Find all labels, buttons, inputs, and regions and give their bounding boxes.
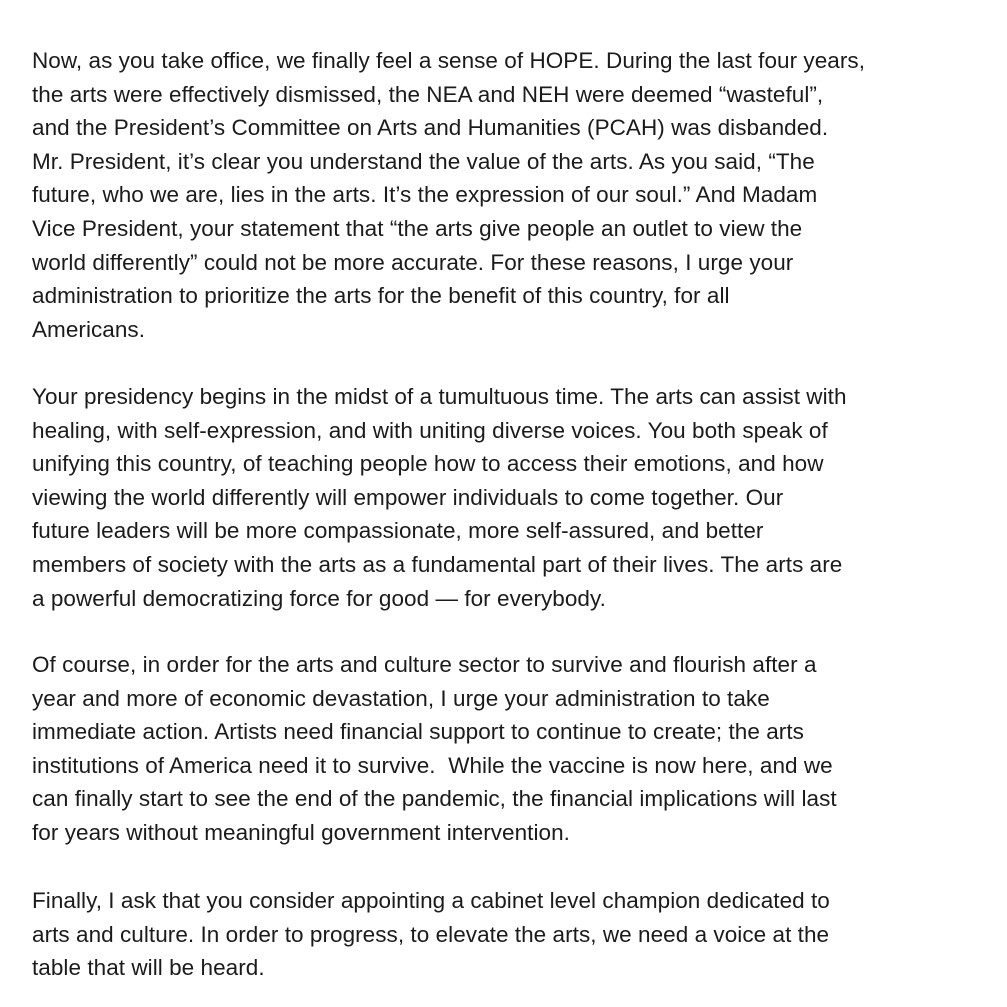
text-line: for years without meaningful government intervention.	[32, 819, 570, 845]
text-line: unifying this country, of teaching people how to access their emotions, and how	[32, 451, 824, 477]
paragraph-hope	[32, 44, 865, 346]
text-line: Vice President, your statement that “the arts give people an outlet to view the	[32, 215, 803, 241]
paragraph-presidency	[32, 380, 847, 615]
text-line: and the President’s Committee on Arts and Humanities (PCAH) was disbanded.	[32, 115, 829, 141]
paragraph-cabinet-champion	[32, 884, 830, 985]
text-line: Mr. President, it’s clear you understand the value of the arts. As you said, “The	[32, 148, 815, 174]
text-line: members of society with the arts as a fundamental part of their lives. The arts are	[32, 551, 843, 577]
text-line: Finally, I ask that you consider appointing a cabinet level champion dedicated to	[32, 888, 830, 913]
text-line: administration to prioritize the arts for the benefit of this country, for all	[32, 283, 730, 309]
text-line: healing, with self-expression, and with uniting diverse voices. You both speak of	[32, 417, 828, 443]
text-line: Now, as you take office, we finally feel a sense of HOPE. During the last four years,	[32, 48, 865, 73]
text-line: a powerful democratizing force for good — for everybody.	[32, 585, 606, 611]
text-line: world differently” could not be more accurate. For these reasons, I urge your	[32, 249, 794, 275]
text-line: the arts were effectively dismissed, the NEA and NEH were deemed “wasteful”,	[32, 81, 824, 107]
text-line: Of course, in order for the arts and culture sector to survive and flourish after a	[32, 652, 817, 677]
text-line: table that will be heard.	[32, 955, 265, 981]
text-line: institutions of America need it to survive. While the vaccine is now here, and we	[32, 752, 833, 778]
text-line: Your presidency begins in the midst of a tumultuous time. The arts can assist with	[32, 384, 847, 409]
text-line: arts and culture. In order to progress, to elevate the arts, we need a voice at the	[32, 921, 830, 947]
text-line: future leaders will be more compassionate, more self-assured, and better	[32, 518, 764, 544]
text-line: future, who we are, lies in the arts. It’s the expression of our soul.” And Madam	[32, 182, 818, 208]
text-line: year and more of economic devastation, I urge your administration to take	[32, 685, 770, 711]
text-line: Americans.	[32, 316, 146, 342]
paragraph-economic-support	[32, 648, 837, 850]
text-line: can finally start to see the end of the pandemic, the financial implications will last	[32, 786, 837, 812]
text-line: immediate action. Artists need financial support to continue to create; the arts	[32, 719, 804, 745]
text-line: viewing the world differently will empower individuals to come together. Our	[32, 484, 784, 510]
